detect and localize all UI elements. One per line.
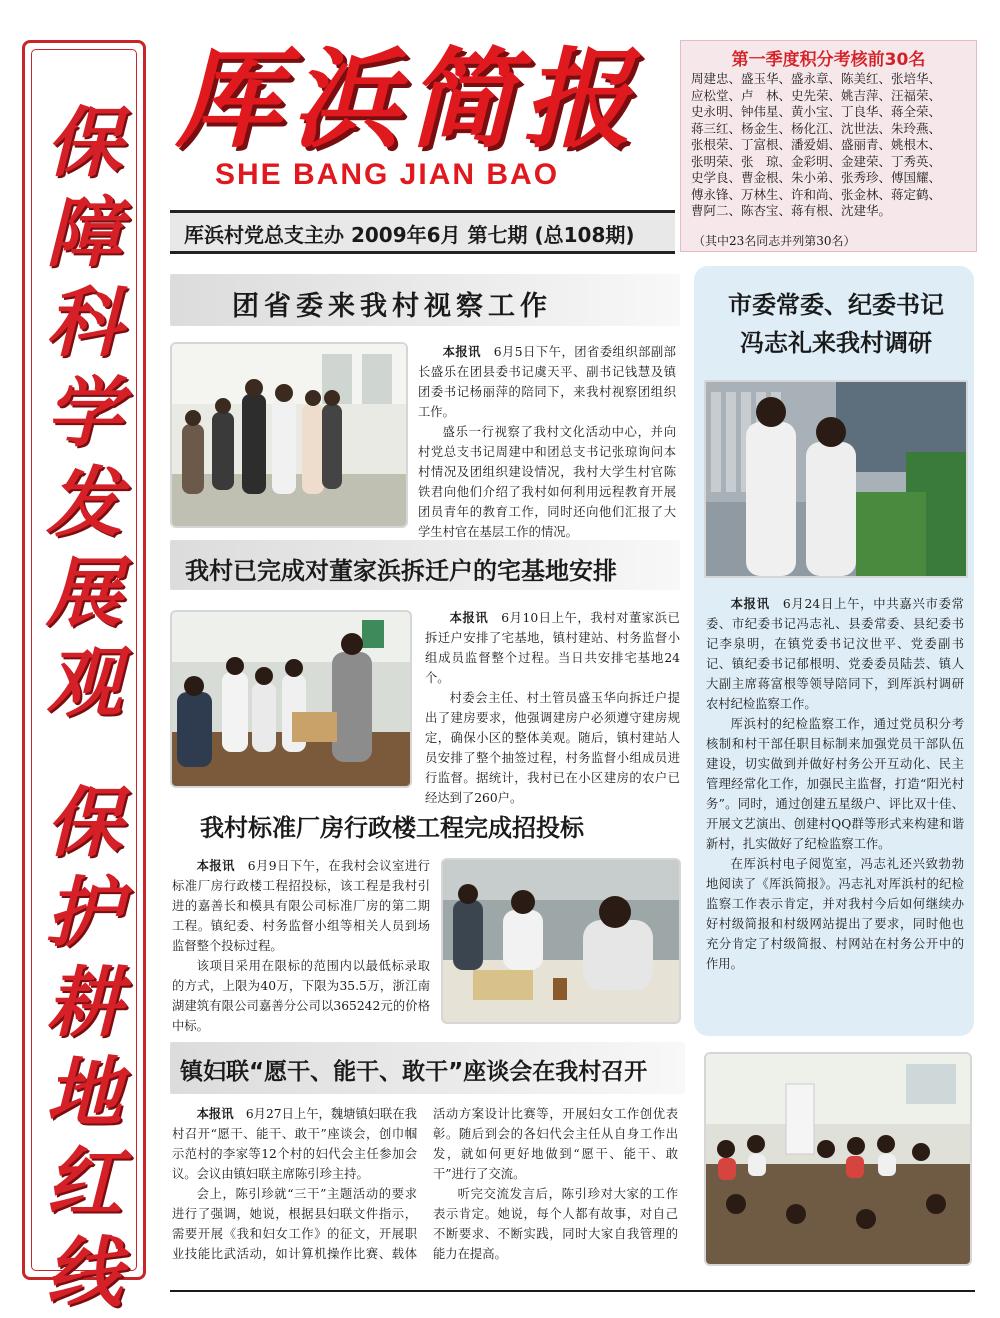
ranking-row: 蒋三红、杨金生、杨化江、沈世法、朱玲燕、 xyxy=(691,120,942,136)
ranking-title: 第一季度积分考核前30名 xyxy=(731,50,926,70)
ranking-row: 应松堂、卢 林、史先荣、姚吉萍、汪福荣、 xyxy=(691,87,942,103)
ranking-row: 张根荣、丁富根、潘爱娟、盛丽青、姚根木、 xyxy=(691,137,942,152)
article-lead: 本报讯 xyxy=(196,859,235,873)
headline-visit-line-2: 冯志礼来我村调研 xyxy=(740,329,932,357)
article-paragraph: 在厍浜村电子阅览室，冯志礼还兴致勃勃地阅读了《厍浜简报》。冯志礼对厍浜村的纪检监察工作表示肯定，并对我村今后如何继续办好村级简报和村级网站提出了要求，同时他也充分肯定了村级简报、村网站在村务公开中的作用。 xyxy=(706,857,964,971)
photo-women-meeting xyxy=(704,1052,972,1266)
headline-visit-line-1: 市委常委、纪委书记 xyxy=(728,291,944,319)
article-women-body xyxy=(172,1104,678,1264)
photo-youth-visit xyxy=(170,342,408,528)
slogan-line-2: 保护耕地红线 xyxy=(46,778,122,1317)
ranking-names xyxy=(691,71,968,220)
bottom-rule xyxy=(170,1290,975,1292)
ranking-row: 曹阿二、陈杏宝、蒋有根、沈建华。 xyxy=(691,203,892,218)
article-paragraph: 盛乐一行视察了我村文化活动中心，并向村党总支书记周建中和团总支书记张琼询问本村情况及团组织建设情况，我村大学生村官陈铁君向他们介绍了我村如何利用远程教育开展团员青年的教育工作，同时还向他们汇报了大学生村官在基层工作的情况。 xyxy=(418,425,676,539)
article-lead: 本报讯 xyxy=(196,1107,234,1121)
article-paragraph: 会上，陈引珍就“三干”主题活动的要求进行了强调，她说，根据县妇联文件指示，需要开展《我和妇女工作》的征文，开展职业技能比武活动，如计算机操作比赛、载体活动方案设计比赛等，开展妇女工作创优表彰。随后到会的各妇代会主任从自身工作出发，就如何更好地做到“愿干、能干、敢干”进行了交流。 xyxy=(172,1107,678,1261)
article-visit-body xyxy=(706,594,964,974)
slogan-line-1: 保障科学发展观 xyxy=(46,98,122,727)
article-paragraph: 6月5日下午，团省委组织部副部长盛乐在团县委书记虞天平、副书记钱慧及镇团委书记杨丽萍的陪同下，来我村视察团组织工作。 xyxy=(418,345,676,419)
photo-relocation-lottery xyxy=(170,610,412,788)
headline-tender: 我村标准厂房行政楼工程完成招投标 xyxy=(200,814,584,842)
article-paragraph: 村委会主任、村土管员盛玉华向拆迁户提出了建房要求，他强调建房户必须遵守建房规定，确保小区的整体美观。随后，镇村建站人员安排了整个抽签过程，村务监督小组成员进行监督。据统计，我村已在小区建房的农户已经达到了260户。 xyxy=(425,691,680,805)
photo-visit-inspection xyxy=(704,380,968,578)
headline-visit xyxy=(706,286,966,362)
ranking-row: 史永明、钟伟星、黄小宝、丁良华、蒋全荣、 xyxy=(691,104,942,119)
article-paragraph: 6月24日上午，中共嘉兴市委常委、市纪委书记冯志礼、县委常委、县纪委书记李泉明，在镇党委书记汶世平、党委副书记、镇纪委书记郁根明、党委委员陆芸、镇人大副主席蒋富根等领导陪同下，到厍浜村调研农村纪检监察工作。 xyxy=(706,597,964,711)
article-paragraph: 该项目采用在限标的范围内以最低标录取的方式，上限为40万，下限为35.5万，浙江南湖建筑有限公司嘉善分公司以365242元的价格中标。 xyxy=(172,959,430,1033)
ranking-box xyxy=(680,40,977,252)
ranking-row: 傅永锋、万林生、许和尚、张金林、蒋定鹤、 xyxy=(691,186,942,202)
headline-youth: 团省委来我村视察工作 xyxy=(232,291,552,322)
issue-bar xyxy=(170,210,675,254)
article-lead: 本报讯 xyxy=(449,611,489,625)
photo-tender-meeting xyxy=(441,858,681,1024)
article-youth-body xyxy=(418,342,676,542)
article-paragraph: 6月10日上午，我村对董家浜已拆迁户安排了宅基地，镇村建站、村务监督小组成员监督整个过程。当日共安排宅基地24个。 xyxy=(425,611,680,685)
ranking-note: （其中23名同志并列第30名） xyxy=(693,234,856,248)
article-lead: 本报讯 xyxy=(730,597,770,611)
masthead-title: 厍浜简报 xyxy=(175,37,640,163)
headline-relocation: 我村已完成对董家浜拆迁户的宅基地安排 xyxy=(185,557,617,585)
article-paragraph: 6月27日上午，魏塘镇妇联在我村召开“愿干、能干、敢干”座谈会，创巾帼示范村的李家等12个村的妇代会主任参加会议。会议由镇妇联主席陈引珍主持。 xyxy=(172,1107,417,1181)
masthead-pinyin: SHE BANG JIAN BAO xyxy=(215,158,560,191)
ranking-row: 史学良、曹金根、朱小弟、张秀珍、傅国耀、 xyxy=(691,170,942,185)
issue-info: 厍浜村党总支主办 2009年6月 第七期 (总108期) xyxy=(184,223,635,247)
article-relocation-body xyxy=(425,608,680,808)
headline-women: 镇妇联“愿干、能干、敢干”座谈会在我村召开 xyxy=(180,1059,648,1085)
article-lead: 本报讯 xyxy=(442,345,481,359)
ranking-row: 张明荣、张 琼、金彩明、金建荣、丁秀英、 xyxy=(691,153,942,169)
article-paragraph: 听完交流发言后，陈引珍对大家的工作表示肯定。她说，每个人都有故事，对自己不断要求、不断实践，同时大家自我管理的能力在提高。 xyxy=(433,1187,678,1261)
article-paragraph: 厍浜村的纪检监察工作，通过党员积分考核制和村干部任职目标制来加强党员干部队伍建设，切实做到并做好村务公开互动化、民主管理经常化工作，加强民主监督，打造“阳光村务”。同时，通过创建五星级户、评比双十佳、开展文艺演出、创建村QQ群等形式来构建和谐新村，扎实做好了纪检监察工作。 xyxy=(706,717,964,851)
article-tender-body xyxy=(172,856,430,1036)
ranking-row: 周建忠、盛玉华、盛永章、陈美红、张培华、 xyxy=(691,71,942,86)
article-paragraph: 6月9日下午，在我村会议室进行标准厂房行政楼工程招投标，该工程是我村引进的嘉善长和模具有限公司标准厂房的第二期工程。镇纪委、村务监督小组等相关人员到场监督整个投标过程。 xyxy=(172,859,430,953)
slogan-banner xyxy=(22,40,146,1317)
